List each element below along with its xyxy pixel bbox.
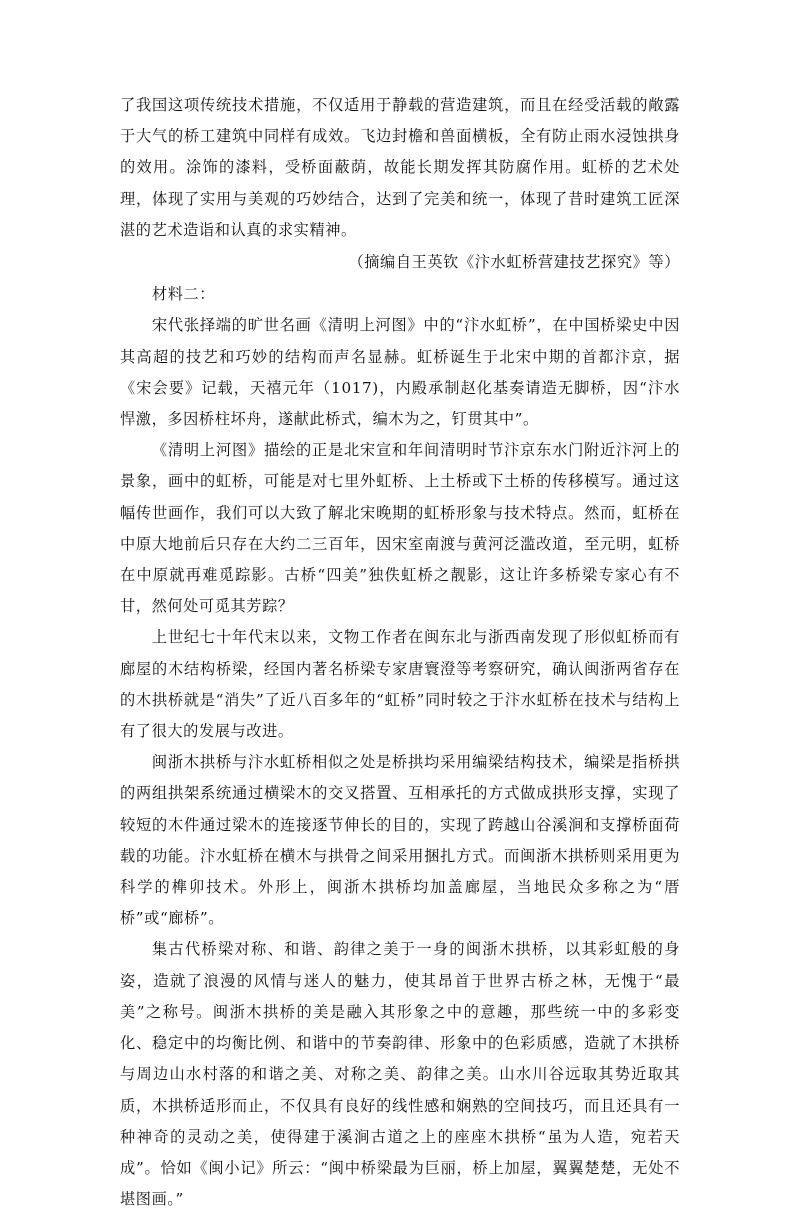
source-citation: （摘编自王英钦《汴水虹桥营建技艺探究》等） — [348, 253, 680, 272]
paragraph: 《清明上河图》描绘的正是北宋宣和年间清明时节汴京东水门附近汴河上的景象，画中的虹桥，可能是对七里外虹桥、上土桥或下土桥的传移模写。通过这幅传世画作，我们可以大致了解北宋晚期的虹桥形象与技术特点。然而，虹桥在中原大地前后只存在大约二三百年，因宋室南渡与黄河泛滥改道，至元明，虹桥在中原就再难觅踪影。古桥“四美”独佚虹桥之靓影，这让许多桥梁专家心有不甘，然何处可觅其芳踪？ — [120, 441, 680, 616]
paragraph: 上世纪七十年代末以来，文物工作者在闽东北与浙西南发现了形似虹桥而有廊屋的木结构桥梁，经国内著名桥梁专家唐寰澄等考察研究，确认闽浙两省存在的木拱桥就是“消失”了近八百多年的“虹桥”同时较之于汴水虹桥在技术与结构上有了很大的发展与改进。 — [120, 628, 680, 741]
paragraph-continuation: 了我国这项传统技术措施，不仅适用于静载的营造建筑，而且在经受活载的敞露于大气的桥工建筑中同样有成效。飞边封檐和兽面横板，全有防止雨水浸蚀拱身的效用。涂饰的漆料，受桥面蔽荫，故能长期发挥其防腐作用。虹桥的艺术处理，体现了实用与美观的巧妙结合，达到了完美和统一，体现了昔时建筑工匠深湛的艺术造诣和认真的求实精神。 — [120, 96, 680, 239]
document-page — [120, 90, 680, 1215]
paragraph: 集古代桥梁对称、和谐、韵律之美于一身的闽浙木拱桥，以其彩虹般的身姿，造就了浪漫的风情与迷人的魅力，使其昂首于世界古桥之林，无愧于“最美”之称号。闽浙木拱桥的美是融入其形象之中的意趣，那些统一中的多彩变化、稳定中的均衡比例、和谐中的节奏韵律、形象中的色彩质感，造就了木拱桥与周边山水村落的和谐之美、对称之美、韵律之美。山水川谷远取其势近取其质，木拱桥适形而止，不仅具有良好的线性感和娴熟的空间技巧，而且还具有一种神奇的灵动之美，使得建于溪涧古道之上的座座木拱桥“虽为人造，宛若天成”。恰如《闽小记》所云：“闽中桥梁最为巨丽，桥上加屋，翼翼楚楚，无处不堪图画。” — [120, 940, 680, 1209]
section-heading-material-two: 材料二： — [151, 285, 216, 304]
paragraph: 宋代张择端的旷世名画《清明上河图》中的“汴水虹桥”，在中国桥梁史中因其高超的技艺和巧妙的结构而声名显赫。虹桥诞生于北宋中期的首都汴京，据《宋会要》记载，天禧元年（1017)，内殿承制赵化基奏请造无脚桥，因“汴水悍激，多因桥柱坏舟，遂献此桥式，编木为之，钉贯其中”。 — [120, 316, 680, 429]
paragraph: 闽浙木拱桥与汴水虹桥相似之处是桥拱均采用编梁结构技术，编梁是指桥拱的两组拱架系统通过横梁木的交叉搭置、互相承托的方式做成拱形支撑，实现了较短的木件通过梁木的连接逐节伸长的目的，实现了跨越山谷溪涧和支撑桥面荷载的功能。汴水虹桥在横木与拱骨之间采用捆扎方式。而闽浙木拱桥则采用更为科学的榫卯技术。外形上，闽浙木拱桥均加盖廊屋，当地民众多称之为“厝桥”或“廊桥”。 — [120, 753, 680, 928]
